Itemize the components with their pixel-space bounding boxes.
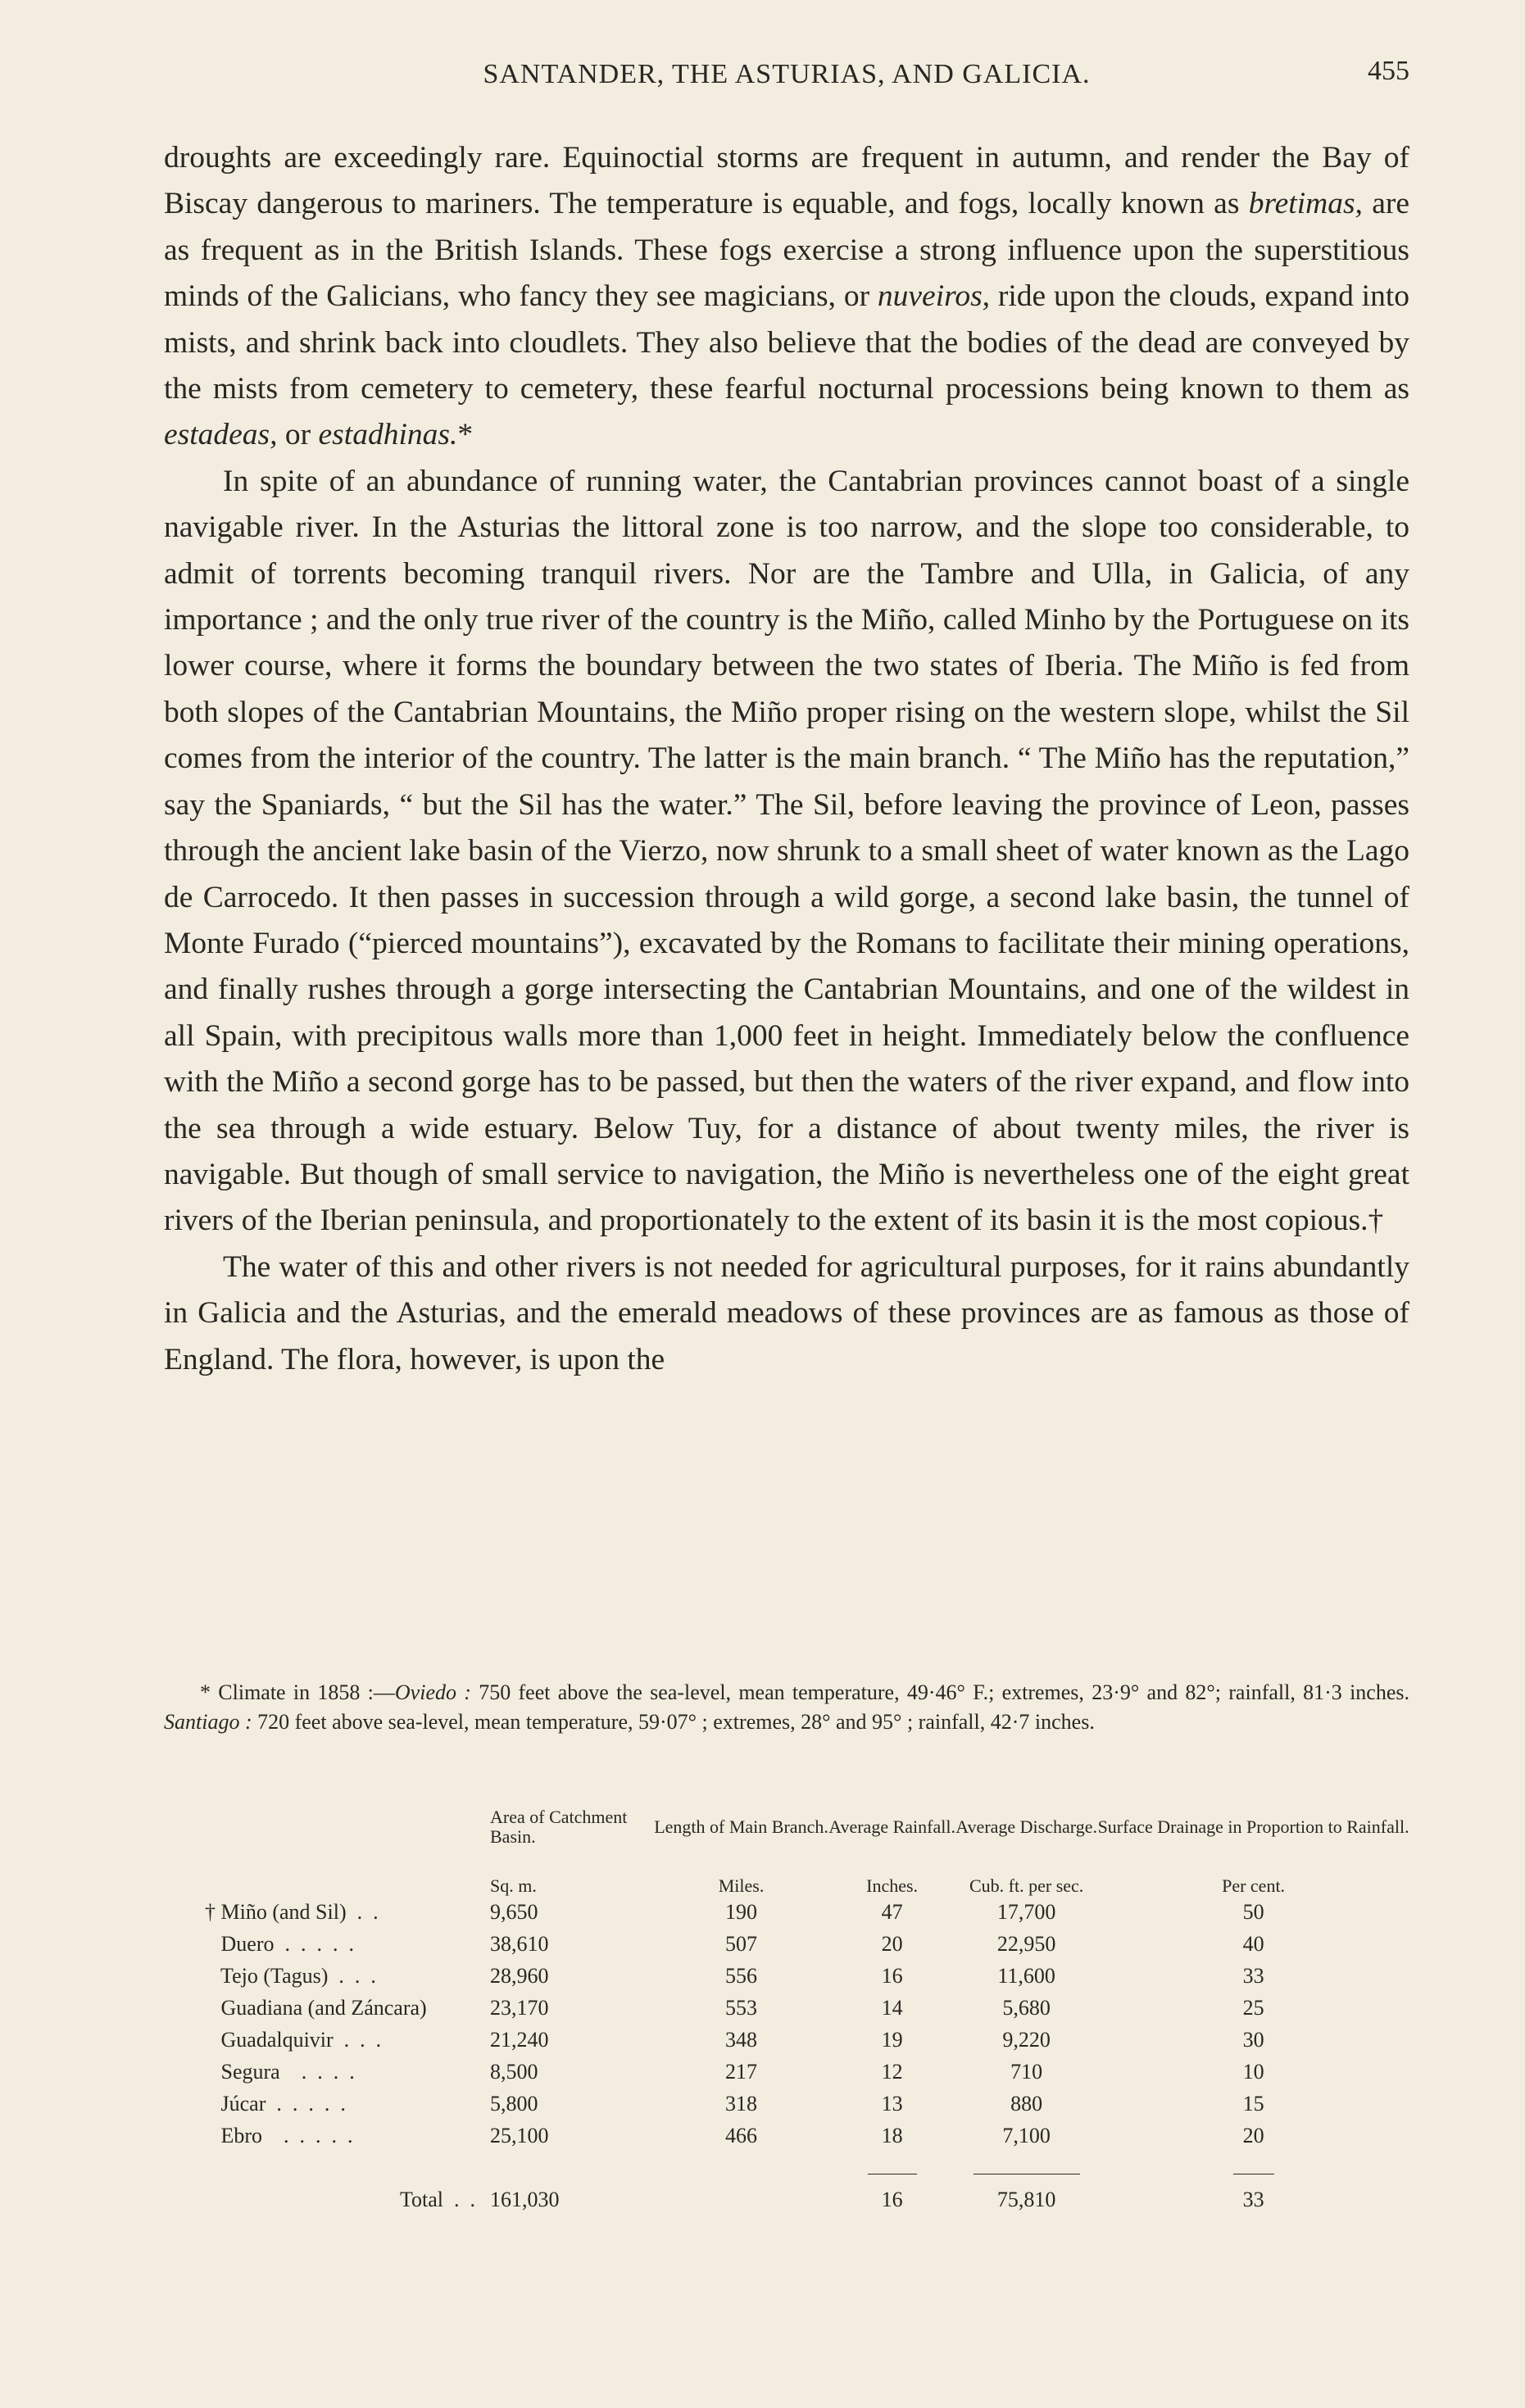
- table-units-row: [205, 1866, 1409, 1896]
- rainfall-cell: 20: [881, 1931, 903, 1956]
- area-cell: 25,100: [490, 2123, 549, 2147]
- length-cell: 553: [725, 1995, 758, 2020]
- rainfall-cell: 12: [881, 2059, 903, 2084]
- drainage-cell: 15: [1242, 2091, 1264, 2116]
- discharge-cell: 17,700: [996, 1899, 1056, 1924]
- rainfall-cell: 14: [881, 1995, 903, 2020]
- discharge-cell: 5,680: [1002, 1995, 1051, 2020]
- discharge-cell: 710: [1010, 2059, 1043, 2084]
- river-name: Guadiana (and Záncara): [205, 1995, 427, 2020]
- paragraph-2: In spite of an abundance of running water, the Cantabrian provinces cannot boast of a single navigable river. In the Asturias the littoral zone is too narrow, and the slope too considerable, to admit of torrents becoming tranquil rivers. Nor are the Tambre and Ulla, in Galicia, of any importance ; and the only true river of the country is the Miño, called Minho by the Portuguese on its lower course, where it forms the boundary between the two states of Iberia. The Miño is fed from both slopes of the Cantabrian Mountains, the Miño proper rising on the western slope, whilst the Sil comes from the interior of the country. The latter is the main branch. “ The Miño has the reputation,” say the Spaniards, “ but the Sil has the water.” The Sil, before leaving the province of Leon, passes through the ancient lake basin of the Vierzo, now shrunk to a small sheet of water known as the Lago de Carrocedo. It then passes in succession through a wild gorge, a second lake basin, the tunnel of Monte Furado (“pierced mountains”), excavated by the Romans to facilitate their mining operations, and finally rushes through a gorge intersecting the Cantabrian Mountains, and one of the wildest in all Spain, with precipitous walls more than 1,000 feet in height. Immediately below the confluence with the Miño a second gorge has to be passed, but then the waters of the river expand, and flow into the sea through a wide estuary. Below Tuy, for a distance of about twenty miles, the river is navigable. But though of small service to navigation, the Miño is nevertheless one of the eight great rivers of the Iberian peninsula, and proportionately to the extent of its basin it is the most copious.†: [164, 464, 1409, 1238]
- total-area: 161,030: [490, 2187, 560, 2211]
- length-cell: 466: [725, 2123, 758, 2147]
- climate-footnote: * Climate in 1858 :—Oviedo : 750 feet above the sea-level, mean temperature, 49·46° F.; extremes, 23·9° and 82°; rainfall, 81·3 inches. Santiago : 720 feet above sea-level, mean temperature, 59·07° ; extremes, 28° and 95° ; rainfall, 42·7 inches.: [164, 1680, 1409, 1734]
- area-cell: 38,610: [490, 1931, 549, 1956]
- rainfall-cell: 19: [881, 2027, 903, 2052]
- length-cell: 190: [725, 1899, 758, 1924]
- length-cell: 348: [725, 2027, 758, 2052]
- running-head: SANTANDER, THE ASTURIAS, AND GALICIA.: [483, 59, 1091, 89]
- total-rules-row: [205, 2152, 1409, 2184]
- drainage-cell: 50: [1242, 1899, 1264, 1924]
- river-name: Ebro . . . . .: [205, 2123, 353, 2147]
- table-row: [205, 1960, 1409, 1992]
- rainfall-cell: 13: [881, 2091, 903, 2116]
- drainage-cell: 40: [1242, 1931, 1264, 1956]
- rainfall-cell: 16: [881, 1963, 903, 1988]
- table-row: [205, 2056, 1409, 2088]
- unit-label: Inches.: [866, 1875, 919, 1896]
- length-cell: 318: [725, 2091, 758, 2116]
- unit-label: Per cent.: [1222, 1875, 1286, 1896]
- river-name: Tejo (Tagus) . . .: [205, 1963, 376, 1988]
- column-header: Area of Catchment Basin.: [490, 1807, 628, 1847]
- column-header: Average Discharge.: [955, 1816, 1097, 1837]
- total-row: [205, 2184, 1409, 2215]
- page-header: [164, 56, 1409, 100]
- river-name: Segura . . . .: [205, 2059, 355, 2084]
- body-text: [164, 135, 1409, 1383]
- unit-label: Miles.: [718, 1875, 765, 1896]
- column-header: Length of Main Branch.: [654, 1816, 828, 1837]
- page-number: 455: [1368, 56, 1409, 86]
- area-cell: 9,650: [490, 1899, 538, 1924]
- table-row: [205, 2120, 1409, 2152]
- paragraph-1: droughts are exceedingly rare. Equinoctial storms are frequent in autumn, and render the Bay of Biscay dangerous to mariners. The temperature is equable, and fogs, locally known as bretimas, are as frequent as in the British Islands. These fogs exercise a strong influence upon the superstitious minds of the Galicians, who fancy they see magicians, or nuveiros, ride upon the clouds, expand into mists, and shrink back into cloudlets. They also believe that the bodies of the dead are conveyed by the mists from cemetery to cemetery, these fearful nocturnal processions being known to them as estadeas, or estadhinas.*: [164, 141, 1410, 452]
- drainage-cell: 10: [1242, 2059, 1264, 2084]
- discharge-cell: 880: [1010, 2091, 1043, 2116]
- area-cell: 8,500: [490, 2059, 538, 2084]
- drainage-cell: 30: [1242, 2027, 1264, 2052]
- drainage-cell: 33: [1242, 1963, 1264, 1988]
- footnotes: [164, 1678, 1409, 1737]
- rainfall-cell: 47: [881, 1899, 903, 1924]
- table-header-row: [205, 1788, 1409, 1866]
- river-name: Duero . . . . .: [205, 1931, 354, 1956]
- rainfall-cell: 18: [881, 2123, 903, 2147]
- river-name: † Miño (and Sil) . .: [205, 1899, 379, 1924]
- total-drainage: 33: [1242, 2187, 1264, 2211]
- discharge-cell: 22,950: [996, 1931, 1056, 1956]
- total-discharge: 75,810: [996, 2187, 1056, 2211]
- river-name: Guadalquivir . . .: [205, 2027, 382, 2052]
- table-row: [205, 1896, 1409, 1928]
- area-cell: 28,960: [490, 1963, 549, 1988]
- length-cell: 556: [725, 1963, 758, 1988]
- unit-label: Cub. ft. per sec.: [969, 1875, 1084, 1896]
- area-cell: 21,240: [490, 2027, 549, 2052]
- drainage-cell: 20: [1242, 2123, 1264, 2147]
- paragraph-3: The water of this and other rivers is not needed for agricultural purposes, for it rains abundantly in Galicia and the Asturias, and the emerald meadows of these provinces are as famous as those of England. The flora, however, is upon the: [164, 1249, 1409, 1376]
- total-rainfall: 16: [881, 2187, 903, 2211]
- table-row: [205, 1992, 1409, 2024]
- table-row: [205, 2088, 1409, 2120]
- column-header: Surface Drainage in Proportion to Rainfall.: [1097, 1816, 1409, 1837]
- unit-label: Sq. m.: [490, 1875, 537, 1896]
- table-row: [205, 1928, 1409, 1960]
- drainage-cell: 25: [1242, 1995, 1264, 2020]
- discharge-cell: 7,100: [1002, 2123, 1051, 2147]
- discharge-cell: 11,600: [997, 1963, 1055, 1988]
- discharge-cell: 9,220: [1002, 2027, 1051, 2052]
- river-name: Júcar . . . . .: [205, 2091, 346, 2116]
- rivers-table: [205, 1788, 1409, 2215]
- area-cell: 23,170: [490, 1995, 549, 2020]
- total-label: Total . .: [399, 2187, 475, 2211]
- length-cell: 507: [725, 1931, 758, 1956]
- table-row: [205, 2024, 1409, 2056]
- length-cell: 217: [725, 2059, 758, 2084]
- area-cell: 5,800: [490, 2091, 538, 2116]
- column-header: Average Rainfall.: [828, 1816, 955, 1837]
